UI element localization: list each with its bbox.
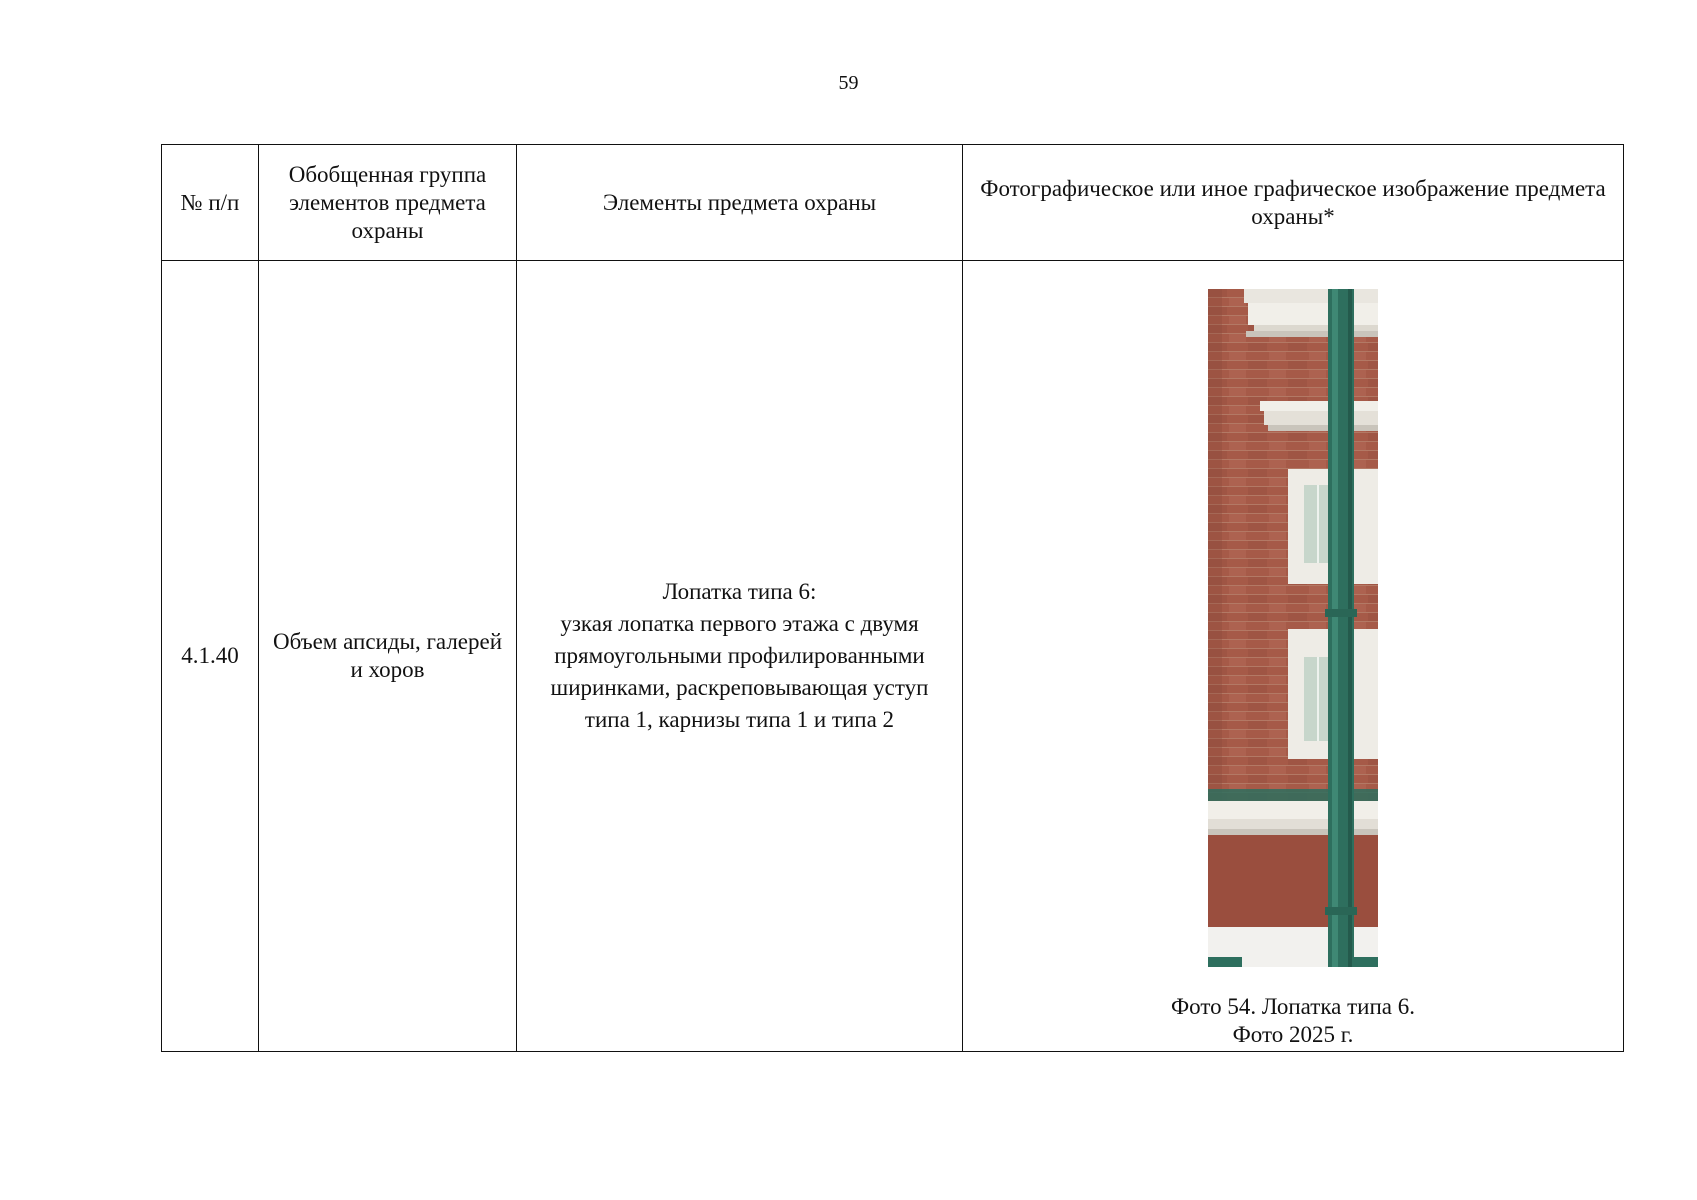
row-number-cell: 4.1.40 [162,261,259,1052]
page-number: 59 [838,72,859,94]
table-header-row [162,145,1624,261]
photo-caption-line1: Фото 54. Лопатка типа 6. [1170,994,1416,1019]
header-image: Фотографическое или иное графическое изображение предмета охраны* [963,145,1624,261]
row-elements-cell [517,261,963,1052]
pilaster-photo [1208,289,1378,967]
element-description: узкая лопатка первого этажа с двумя прямоугольными профилированными ширинками, раскреповывающая уступ типа 1, карнизы типа 1 и типа 2 [550,611,929,732]
photo-caption-line2: Фото 2025 г. [1232,1022,1354,1047]
element-title: Лопатка типа 6: [662,579,817,604]
protection-table [161,144,1624,1052]
row-photo-cell [963,261,1624,1052]
header-group: Обобщенная группа элементов предмета охраны [259,145,517,261]
header-elements: Элементы предмета охраны [517,145,963,261]
header-number: № п/п [162,145,259,261]
pilaster-photo-drawing [1208,289,1378,967]
photo-caption [963,993,1623,1049]
table-row [162,261,1624,1052]
row-group-cell: Объем апсиды, галерей и хоров [259,261,517,1052]
